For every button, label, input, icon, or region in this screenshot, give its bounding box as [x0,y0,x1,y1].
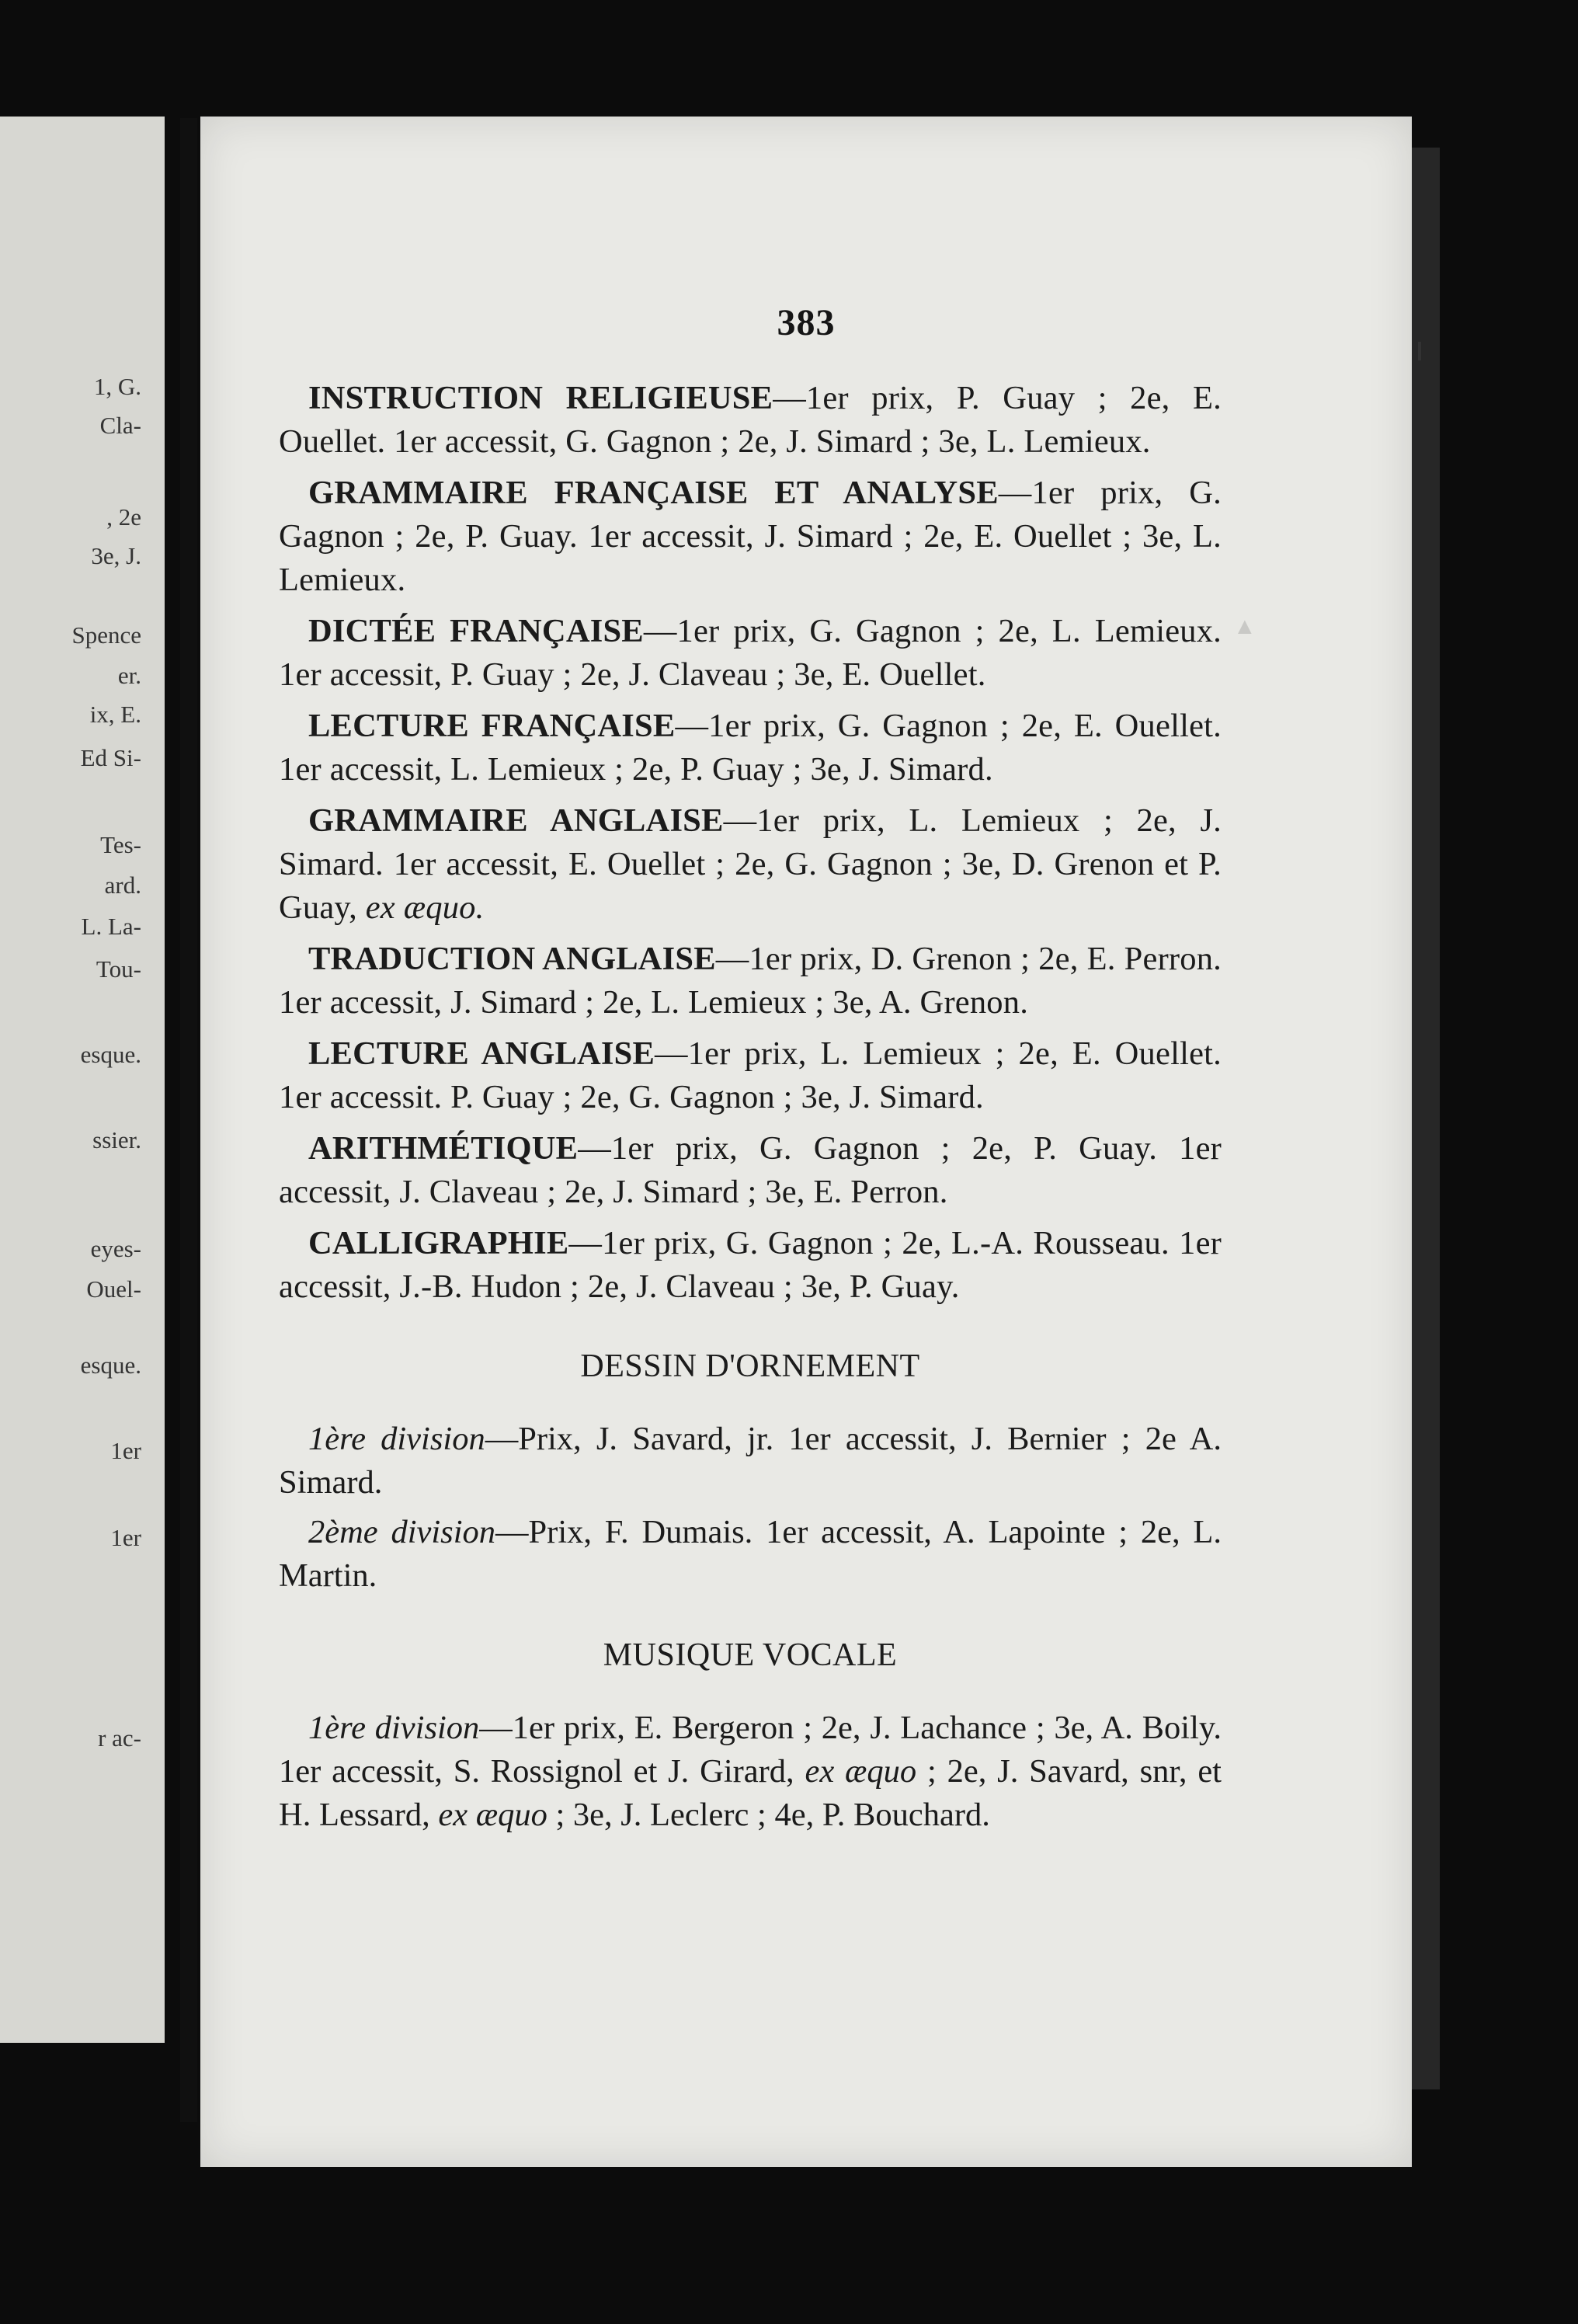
facing-line: Tou- [96,955,141,983]
facing-line: 3e, J. [91,542,141,569]
prize-list: —1er prix, P. Guay ; 2e, E. Ouellet. 1er accessit, G. Gagnon ; 2e, J. Simard ; 3e, L. Lemieux. [279,380,1222,460]
facing-line: ard. [104,872,141,899]
prize-list: —1er prix, L. Lemieux ; 2e, E. Ouellet. 1er accessit. P. Guay ; 2e, G. Gagnon ; 3e, J. Simard. [279,1035,1222,1115]
facing-line: 1er [110,1524,141,1551]
facing-line: ssier. [92,1126,141,1153]
division-label: 2ème division [308,1514,496,1550]
division-label: 1ère division [308,1421,485,1457]
ex-aequo-note: ex æquo [794,1753,917,1790]
prize-list: —1er prix, G. Gagnon ; 2e, L.-A. Rousseau. 1er accessit, J.-B. Hudon ; 2e, J. Claveau ; 3e, P. Guay. [279,1225,1222,1305]
prize-entry [279,1032,1222,1119]
prize-list: —1er prix, G. Gagnon ; 2e, P. Guay. 1er accessit, J. Claveau ; 2e, J. Simard ; 3e, E. Perron. [279,1130,1222,1210]
division-prizes: —Prix, J. Savard, jr. 1er accessit, J. Bernier ; 2e A. Simard. [279,1421,1222,1501]
ink-mark [1418,342,1421,360]
facing-line: , 2e [106,503,141,531]
facing-line: eyes- [90,1235,141,1262]
gutter-shadow [180,118,197,2122]
division-entry [279,1418,1222,1505]
subject-heading: LECTURE ANGLAISE [308,1035,655,1072]
facing-line: 1, G. [93,373,141,400]
prize-list: —1er prix, D. Grenon ; 2e, E. Perron. 1er accessit, J. Simard ; 2e, L. Lemieux ; 3e, A. Grenon. [279,941,1222,1021]
ex-aequo-note: ex æquo. [356,889,485,926]
prize-entry [279,799,1222,930]
page-number: 383 [777,302,836,343]
prize-entry [279,610,1222,697]
section-heading-musique: MUSIQUE VOCALE [603,1637,898,1673]
division-prizes: ; 2e, J. Savard, snr, et H. Lessard, [279,1753,1222,1833]
facing-page-edge [0,117,165,2043]
page-edge-shadow [1412,148,1440,2089]
facing-line: esque. [80,1352,141,1379]
prize-entry [279,938,1222,1025]
facing-line: r ac- [98,1724,141,1752]
prize-entry [279,705,1222,791]
facing-page-text [0,117,165,2043]
subject-heading: CALLIGRAPHIE [308,1225,569,1261]
prize-entry [279,377,1222,464]
prize-entry [279,1222,1222,1309]
division-prizes: —Prix, F. Dumais. 1er accessit, A. Lapointe ; 2e, L. Martin. [279,1514,1222,1594]
facing-line: ix, E. [89,701,141,728]
prize-entry [279,1127,1222,1214]
facing-line: Cla- [99,412,141,439]
prize-list: —1er prix, L. Lemieux ; 2e, J. Simard. 1er accessit, E. Ouellet ; 2e, G. Gagnon ; 3e, D. Grenon et P. Guay, [279,802,1222,926]
prize-list: —1er prix, G. Gagnon ; 2e, P. Guay. 1er accessit, J. Simard ; 2e, E. Ouellet ; 3e, L. Lemieux. [279,475,1222,598]
show-through-mark: ▲ [1233,614,1256,639]
page-body [279,377,1222,1843]
facing-line: 1er [110,1437,141,1464]
prize-entry [279,471,1222,602]
division-prizes: —1er prix, E. Bergeron ; 2e, J. Lachance ; 3e, A. Boily. 1er accessit, S. Rossignol et J. Girard, [279,1710,1222,1790]
division-entry [279,1706,1222,1837]
subject-heading: INSTRUCTION RELIGIEUSE [308,380,773,416]
subject-heading: ARITHMÉTIQUE [308,1130,579,1167]
section-heading-dessin: DESSIN D'ORNEMENT [580,1348,920,1384]
subject-heading: LECTURE FRANÇAISE [308,708,676,744]
division-label: 1ère division [308,1710,480,1746]
division-entry [279,1511,1222,1598]
prize-list: —1er prix, G. Gagnon ; 2e, E. Ouellet. 1er accessit, L. Lemieux ; 2e, P. Guay ; 3e, J. Simard. [279,708,1222,788]
subject-heading: GRAMMAIRE ANGLAISE [308,802,724,839]
facing-line: er. [117,662,141,689]
ex-aequo-note: ex æquo [429,1797,547,1833]
subject-heading: DICTÉE FRANÇAISE [308,613,644,649]
division-prizes: ; 3e, J. Leclerc ; 4e, P. Bouchard. [547,1797,990,1833]
subject-heading: GRAMMAIRE FRANÇAISE ET ANALYSE [308,475,999,511]
facing-line: Ouel- [86,1275,141,1303]
facing-line: Spence [71,621,141,649]
prize-list: —1er prix, G. Gagnon ; 2e, L. Lemieux. 1er accessit, P. Guay ; 2e, J. Claveau ; 3e, E. Ouellet. [279,613,1222,693]
facing-line: L. La- [81,913,141,940]
facing-line: esque. [80,1041,141,1068]
subject-heading: TRADUCTION ANGLAISE [308,941,716,977]
facing-line: Ed Si- [80,744,141,771]
facing-line: Tes- [100,831,141,858]
